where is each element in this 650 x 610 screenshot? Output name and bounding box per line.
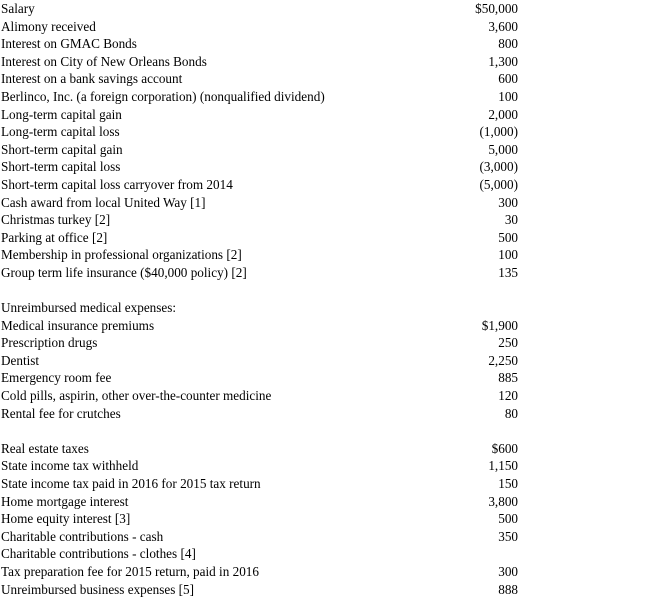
item-label: State income tax withheld bbox=[1, 458, 139, 474]
table-row bbox=[0, 141, 650, 159]
item-value: 888 bbox=[498, 581, 518, 597]
item-value: 800 bbox=[498, 36, 518, 52]
table-row bbox=[0, 194, 650, 212]
table-row bbox=[0, 0, 650, 18]
table-row bbox=[0, 158, 650, 176]
table-row bbox=[0, 18, 650, 36]
item-label: Home equity interest [3] bbox=[1, 511, 131, 527]
item-value: 100 bbox=[498, 88, 518, 104]
deductions-section bbox=[0, 440, 650, 598]
item-value: (5,000) bbox=[479, 176, 518, 192]
table-row bbox=[0, 405, 650, 423]
item-label: Rental fee for crutches bbox=[1, 405, 121, 421]
table-row bbox=[0, 35, 650, 53]
item-label: Unreimbursed business expenses [5] bbox=[1, 581, 195, 597]
item-label: Prescription drugs bbox=[1, 335, 98, 351]
table-row bbox=[0, 352, 650, 370]
item-value: 120 bbox=[498, 388, 518, 404]
item-label: Salary bbox=[1, 1, 35, 16]
item-value: 100 bbox=[498, 247, 518, 263]
item-label: Parking at office [2] bbox=[1, 229, 108, 245]
medical-heading: Unreimbursed medical expenses: bbox=[1, 300, 177, 316]
table-row bbox=[0, 545, 650, 563]
item-value: 350 bbox=[498, 528, 518, 544]
table-row bbox=[0, 369, 650, 387]
item-value: $1,900 bbox=[481, 317, 518, 333]
table-row bbox=[0, 563, 650, 581]
table-row bbox=[0, 528, 650, 546]
table-row bbox=[0, 493, 650, 511]
medical-section bbox=[0, 299, 650, 422]
item-label: Medical insurance premiums bbox=[1, 317, 155, 333]
item-label: Short-term capital gain bbox=[1, 141, 123, 157]
item-label: Interest on a bank savings account bbox=[1, 71, 183, 87]
item-value: 5,000 bbox=[488, 141, 518, 157]
item-label: Long-term capital loss bbox=[1, 124, 120, 140]
item-value: 80 bbox=[504, 405, 518, 421]
item-value: 300 bbox=[498, 564, 518, 579]
item-label: Cold pills, aspirin, other over-the-counter medicine bbox=[1, 388, 272, 404]
item-value: 500 bbox=[498, 229, 518, 245]
item-label: Emergency room fee bbox=[1, 370, 112, 386]
item-value: 300 bbox=[498, 194, 518, 210]
item-value: 135 bbox=[498, 264, 518, 280]
table-row bbox=[0, 88, 650, 106]
section-spacer bbox=[0, 422, 650, 440]
item-value: 2,250 bbox=[488, 352, 518, 368]
item-label: Christmas turkey [2] bbox=[1, 212, 111, 228]
table-row bbox=[0, 211, 650, 229]
table-row bbox=[0, 510, 650, 528]
item-label: Interest on City of New Orleans Bonds bbox=[1, 53, 207, 69]
item-label: Dentist bbox=[1, 352, 40, 368]
item-label: Real estate taxes bbox=[1, 440, 89, 456]
item-value: $50,000 bbox=[475, 1, 518, 16]
item-label: State income tax paid in 2016 for 2015 tax return bbox=[1, 476, 261, 492]
section-spacer bbox=[0, 282, 650, 300]
item-value: 885 bbox=[498, 370, 518, 386]
table-row bbox=[0, 475, 650, 493]
item-label: Short-term capital loss carryover from 2014 bbox=[1, 176, 233, 192]
table-row bbox=[0, 229, 650, 247]
item-value: 500 bbox=[498, 511, 518, 527]
table-row bbox=[0, 457, 650, 475]
table-row bbox=[0, 106, 650, 124]
item-value: $600 bbox=[491, 440, 518, 456]
item-value: 1,150 bbox=[488, 458, 518, 474]
table-row bbox=[0, 440, 650, 458]
item-value: (1,000) bbox=[479, 124, 518, 140]
item-label: Cash award from local United Way [1] bbox=[1, 194, 206, 210]
table-row bbox=[0, 581, 650, 599]
item-value: 250 bbox=[498, 335, 518, 351]
table-row bbox=[0, 123, 650, 141]
table-row bbox=[0, 176, 650, 194]
table-row bbox=[0, 70, 650, 88]
item-value: (3,000) bbox=[479, 159, 518, 175]
item-value: 600 bbox=[498, 71, 518, 87]
table-row bbox=[0, 53, 650, 71]
item-label: Charitable contributions - clothes [4] bbox=[1, 546, 196, 562]
item-label: Charitable contributions - cash bbox=[1, 528, 164, 544]
item-value: 2,000 bbox=[488, 106, 518, 122]
item-label: Alimony received bbox=[1, 18, 96, 34]
item-label: Interest on GMAC Bonds bbox=[1, 36, 137, 52]
table-row bbox=[0, 264, 650, 282]
item-label: Short-term capital loss bbox=[1, 159, 121, 175]
item-value: 30 bbox=[504, 212, 518, 228]
item-label: Berlinco, Inc. (a foreign corporation) (nonqualified dividend) bbox=[1, 88, 325, 104]
item-label: Membership in professional organizations [2] bbox=[1, 247, 242, 263]
item-value: 150 bbox=[498, 476, 518, 492]
table-row bbox=[0, 317, 650, 335]
section-heading-row bbox=[0, 299, 650, 317]
table-row bbox=[0, 334, 650, 352]
item-label: Long-term capital gain bbox=[1, 106, 122, 122]
income-section bbox=[0, 0, 650, 282]
item-label: Tax preparation fee for 2015 return, paid in 2016 bbox=[1, 564, 259, 579]
item-value: 3,600 bbox=[488, 18, 518, 34]
table-row bbox=[0, 387, 650, 405]
table-row bbox=[0, 246, 650, 264]
item-value: 1,300 bbox=[488, 53, 518, 69]
item-label: Group term life insurance ($40,000 policy) [2] bbox=[1, 264, 247, 280]
item-label: Home mortgage interest bbox=[1, 493, 129, 509]
item-value: 3,800 bbox=[488, 493, 518, 509]
